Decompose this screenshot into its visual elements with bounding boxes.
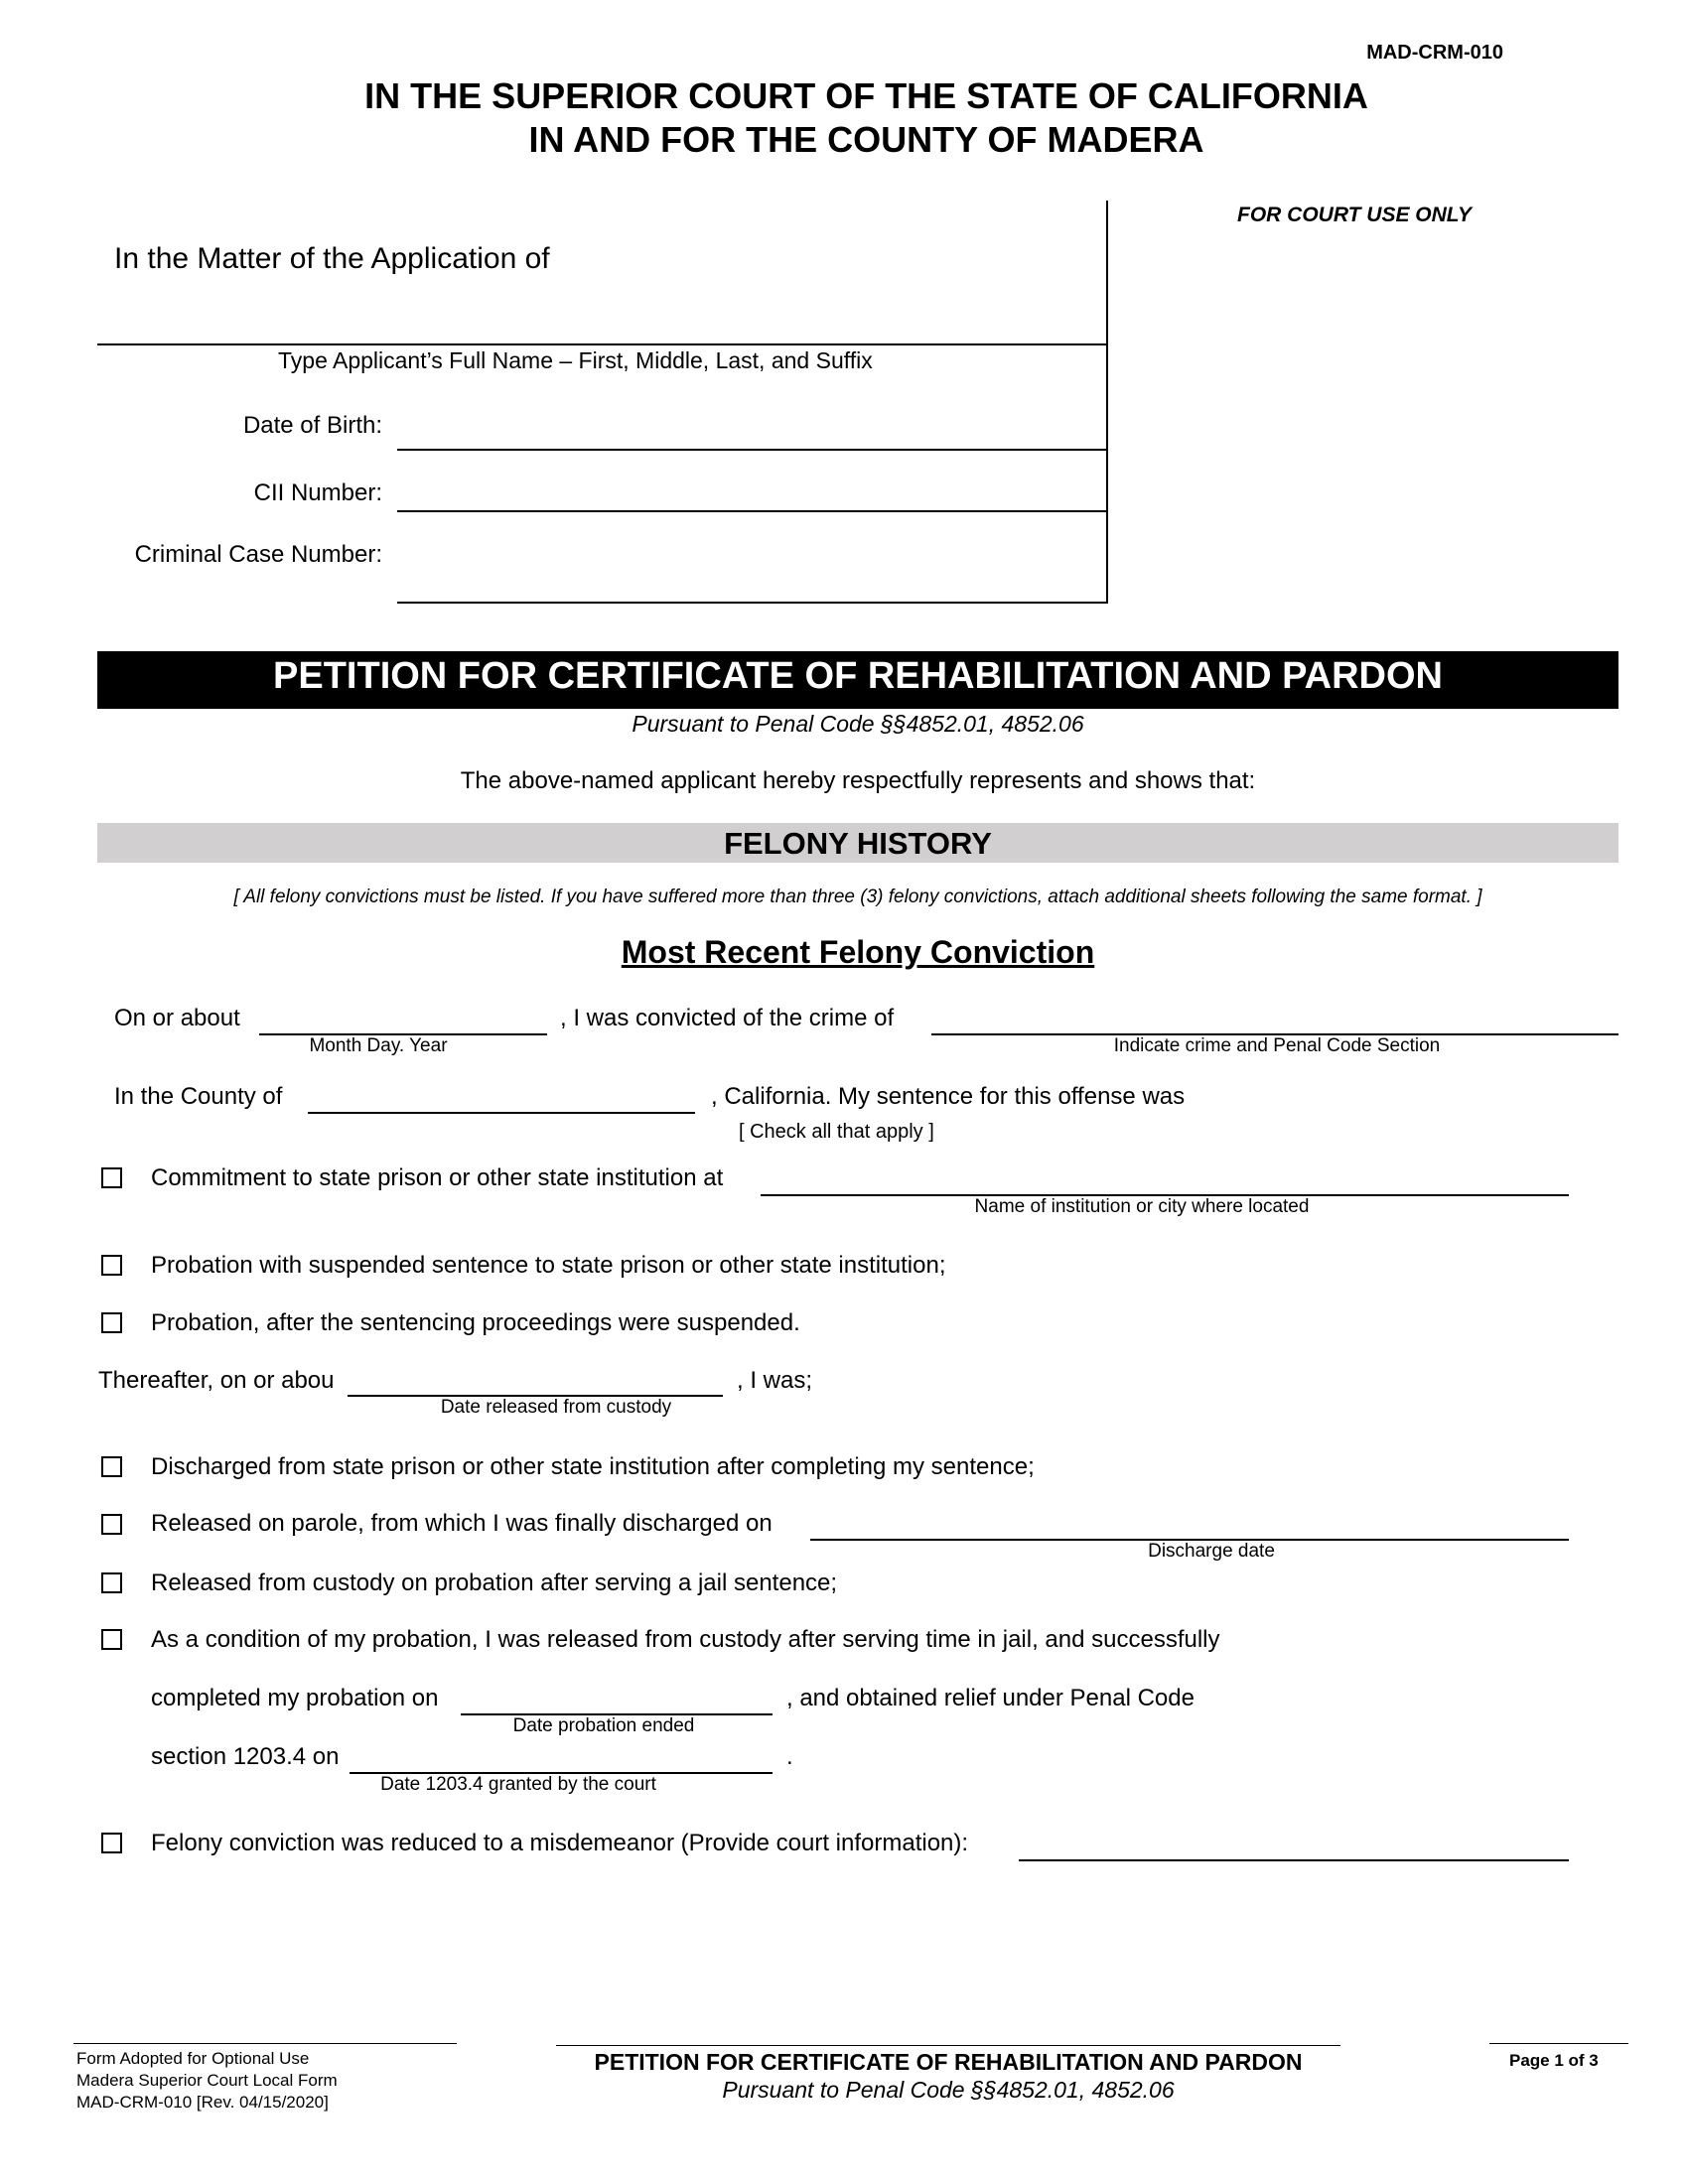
case-number-input[interactable] — [399, 566, 1104, 600]
footer-line-right — [1489, 2043, 1628, 2044]
section-note: [ All felony convictions must be listed. If you have suffered more than three (3) felony convictions, attach additional sheets following the same format. ] — [233, 887, 1482, 907]
thereafter-label: Thereafter, on or abou — [98, 1367, 335, 1394]
petition-subtitle: Pursuant to Penal Code §§4852.01, 4852.06 — [632, 711, 1084, 737]
form-id: MAD-CRM-010 — [1366, 42, 1503, 64]
footer-left-line1: Form Adopted for Optional Use — [76, 2049, 310, 2068]
matter-label: In the Matter of the Application of — [114, 242, 550, 275]
intro-text: The above-named applicant hereby respectfully represents and shows that: — [460, 767, 1256, 794]
caption-divider — [1106, 201, 1108, 604]
footer-subtitle: Pursuant to Penal Code §§4852.01, 4852.06 — [722, 2077, 1175, 2103]
relief-text: , and obtained relief under Penal Code — [786, 1685, 1195, 1711]
jail-sentence-checkbox[interactable] — [101, 1572, 122, 1593]
footer-left-line2: Madera Superior Court Local Form — [76, 2071, 338, 2090]
conviction-date-caption: Month Day. Year — [309, 1035, 448, 1056]
dob-line — [397, 449, 1106, 451]
court-name-line2: IN AND FOR THE COUNTY OF MADERA — [528, 119, 1204, 160]
applicant-name-input[interactable] — [99, 308, 1104, 341]
court-use-label: FOR COURT USE ONLY — [1237, 204, 1473, 226]
crime-input[interactable] — [933, 999, 1617, 1032]
check-all-note: [ Check all that apply ] — [739, 1121, 934, 1143]
commitment-checkbox[interactable] — [101, 1167, 122, 1188]
county-label: In the County of — [114, 1083, 283, 1110]
cii-line — [397, 510, 1106, 512]
conviction-date-input[interactable] — [261, 999, 545, 1032]
dob-label: Date of Birth: — [242, 412, 382, 439]
probation-ended-caption: Date probation ended — [512, 1715, 695, 1736]
section-1203-period: . — [786, 1743, 793, 1770]
discharged-label: Discharged from state prison or other state institution after completing my sentence; — [151, 1453, 1035, 1480]
dob-input[interactable] — [399, 415, 1104, 449]
county-input[interactable] — [310, 1076, 693, 1110]
section-1203-text: section 1203.4 on — [151, 1743, 340, 1770]
convicted-text: , I was convicted of the crime of — [560, 1005, 895, 1031]
probation-suspended-checkbox[interactable] — [101, 1255, 122, 1276]
california-text: , California. My sentence for this offense was — [711, 1083, 1186, 1110]
jail-sentence-label: Released from custody on probation after serving a jail sentence; — [151, 1570, 838, 1596]
case-number-label: Criminal Case Number: — [134, 541, 382, 568]
county-line — [308, 1112, 695, 1114]
section-subheading: Most Recent Felony Conviction — [621, 934, 1095, 970]
i-was-text: , I was; — [737, 1367, 813, 1394]
release-date-caption: Date released from custody — [440, 1397, 672, 1418]
court-info-line — [1019, 1859, 1569, 1861]
probation-proceedings-checkbox[interactable] — [101, 1312, 122, 1333]
section-1203-caption: Date 1203.4 granted by the court — [380, 1774, 656, 1795]
footer-line-center — [556, 2045, 1340, 2046]
probation-condition-checkbox[interactable] — [101, 1629, 122, 1650]
page-number: Page 1 of 3 — [1509, 2051, 1599, 2070]
petition-title: PETITION FOR CERTIFICATE OF REHABILITATION AND PARDON — [273, 655, 1443, 697]
parole-checkbox[interactable] — [101, 1514, 122, 1535]
case-number-line — [397, 602, 1108, 604]
section-heading: FELONY HISTORY — [724, 826, 992, 861]
footer-title: PETITION FOR CERTIFICATE OF REHABILITATION AND PARDON — [594, 2049, 1303, 2075]
probation-proceedings-label: Probation, after the sentencing proceedings were suspended. — [151, 1309, 800, 1336]
footer-line-left — [73, 2043, 457, 2044]
reduced-misdemeanor-checkbox[interactable] — [101, 1833, 122, 1853]
cii-input[interactable] — [399, 477, 1104, 510]
institution-caption: Name of institution or city where located — [974, 1196, 1310, 1217]
reduced-misdemeanor-label: Felony conviction was reduced to a misdemeanor (Provide court information): — [151, 1830, 969, 1856]
court-name-line1: IN THE SUPERIOR COURT OF THE STATE OF CALIFORNIA — [364, 75, 1368, 116]
cii-label: CII Number: — [253, 479, 382, 506]
probation-suspended-label: Probation with suspended sentence to state prison or other state institution; — [151, 1252, 946, 1279]
footer-left-line3: MAD-CRM-010 [Rev. 04/15/2020] — [76, 2093, 329, 2112]
on-or-about-label: On or about — [114, 1005, 240, 1031]
crime-caption: Indicate crime and Penal Code Section — [1113, 1035, 1441, 1056]
parole-label: Released on parole, from which I was finally discharged on — [151, 1510, 773, 1537]
applicant-name-line — [97, 343, 1106, 345]
commitment-label: Commitment to state prison or other state institution at — [151, 1164, 724, 1191]
discharge-date-caption: Discharge date — [1148, 1541, 1275, 1562]
applicant-name-caption: Type Applicant’s Full Name – First, Middle, Last, and Suffix — [278, 347, 873, 373]
discharged-checkbox[interactable] — [101, 1456, 122, 1477]
completed-probation-text: completed my probation on — [151, 1685, 439, 1711]
probation-condition-label: As a condition of my probation, I was released from custody after serving time in jail, and successfully — [151, 1626, 1220, 1653]
